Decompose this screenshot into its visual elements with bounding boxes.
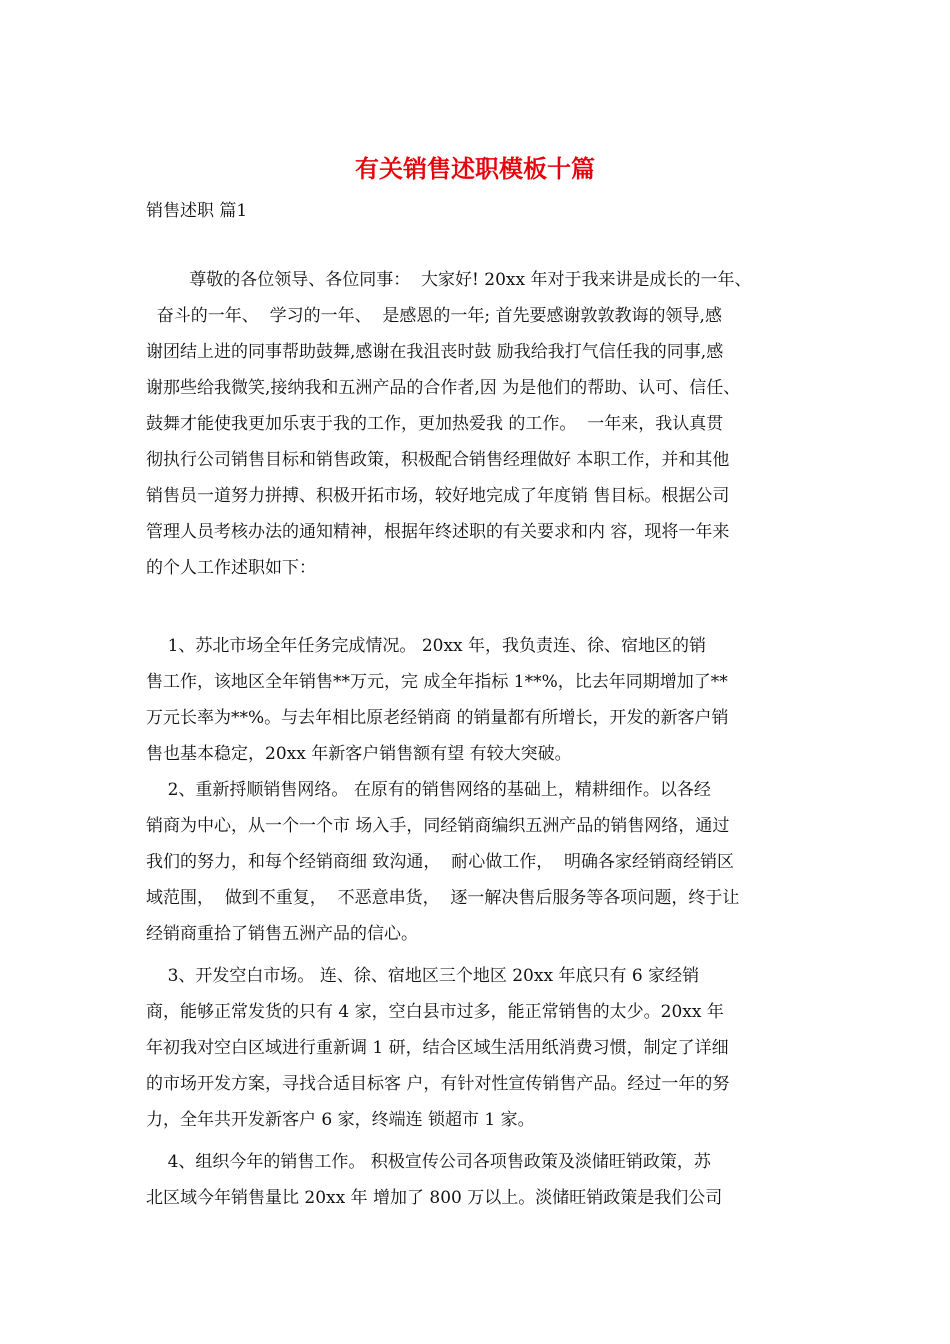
text-line: 4、组织今年的销售工作。 积极宣传公司各项售政策及淡储旺销政策，苏: [146, 1152, 711, 1172]
text-line: 售工作，该地区全年销售**万元，完 成全年指标 1**%，比去年同期增加了**: [146, 672, 728, 692]
text-line: 1、苏北市场全年任务完成情况。 20xx 年，我负责连、徐、宿地区的销: [146, 636, 707, 656]
text-line: 万元长率为**%。与去年相比原老经销商 的销量都有所增长，开发的新客户销: [146, 708, 729, 728]
paragraph-item-2: [146, 772, 812, 952]
text-line: 销售员一道努力拼搏、积极开拓市场，较好地完成了年度销 售目标。根据公司: [146, 486, 730, 506]
text-line: 力，全年共开发新客户 6 家，终端连 锁超市 1 家。: [146, 1110, 535, 1130]
text-line: 管理人员考核办法的通知精神，根据年终述职的有关要求和内 容，现将一年来: [146, 522, 730, 542]
text-line: 的个人工作述职如下：: [146, 558, 316, 578]
document-title: 有关销售述职模板十篇: [355, 154, 595, 183]
text-line: 域范围， 做到不重复， 不恶意串货， 逐一解决售后服务等各项问题，终于让: [146, 888, 740, 908]
text-line: 售也基本稳定，20xx 年新客户销售额有望 有较大突破。: [146, 744, 572, 764]
paragraph-intro: [146, 262, 812, 586]
text-line: 商，能够正常发货的只有 4 家，空白县市过多，能正常销售的太少。20xx 年: [146, 1002, 724, 1022]
text-line: 奋斗的一年、 学习的一年、 是感恩的一年; 首先要感谢敦敦教诲的领导,感: [146, 306, 722, 326]
section-heading: 销售述职 篇1: [146, 201, 248, 221]
text-line: 销商为中心，从一个一个市 场入手，同经销商编织五洲产品的销售网络，通过: [146, 816, 730, 836]
text-line: 鼓舞才能使我更加乐衷于我的工作，更加热爱我 的工作。 一年来，我认真贯: [146, 414, 724, 434]
text-line: 谢那些给我微笑,接纳我和五洲产品的合作者,因 为是他们的帮助、认可、信任、: [146, 378, 741, 398]
text-line: 北区域今年销售量比 20xx 年 增加了 800 万以上。淡储旺销政策是我们公司: [146, 1188, 723, 1208]
text-line: 年初我对空白区域进行重新调 1 研，结合区域生活用纸消费习惯，制定了详细: [146, 1038, 729, 1058]
text-line: 的市场开发方案，寻找合适目标客 户，有针对性宣传销售产品。经过一年的努: [146, 1074, 730, 1094]
text-line: 3、开发空白市场。 连、徐、宿地区三个地区 20xx 年底只有 6 家经销: [146, 966, 700, 986]
paragraph-item-1: [146, 628, 812, 772]
paragraph-item-3: [146, 958, 812, 1138]
text-line: 2、重新捋顺销售网络。 在原有的销售网络的基础上，精耕细作。以各经: [146, 780, 711, 800]
text-line: 谢团结上进的同事帮助鼓舞,感谢在我沮丧时鼓 励我给我打气信任我的同事,感: [146, 342, 724, 362]
text-line: 彻执行公司销售目标和销售政策，积极配合销售经理做好 本职工作，并和其他: [146, 450, 730, 470]
paragraph-item-4: [146, 1144, 812, 1216]
text-line: 尊敬的各位领导、各位同事： 大家好! 20xx 年对于我来讲是成长的一年、: [146, 270, 752, 290]
text-line: 我们的努力，和每个经销商细 致沟通， 耐心做工作， 明确各家经销商经销区: [146, 852, 735, 872]
text-line: 经销商重拾了销售五洲产品的信心。: [146, 924, 418, 944]
